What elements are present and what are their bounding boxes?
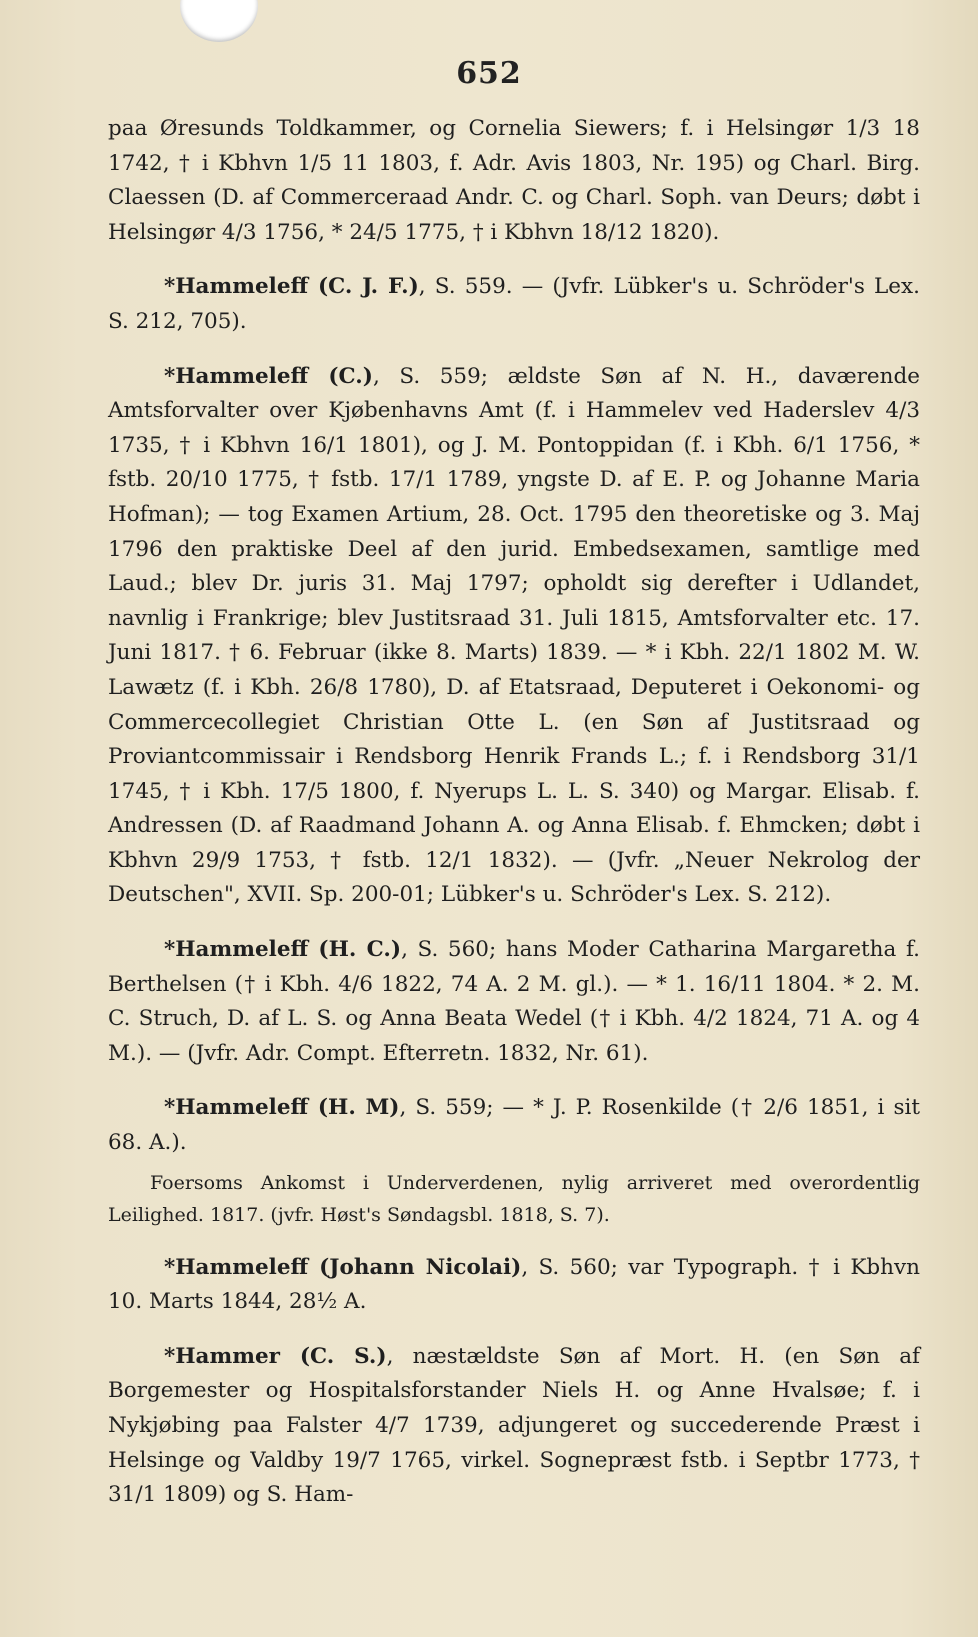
entry-headword: *Hammeleff (C. J. F.) [164, 274, 419, 300]
entry-gap [108, 1231, 920, 1251]
entry-hammeleff-hc [108, 933, 920, 1071]
entry-headword: *Hammer (C. S.) [164, 1343, 387, 1369]
entry-hammeleff-c [108, 360, 920, 914]
entry-text: , S. 559; ældste Søn af N. H., daværende Amtsforvalter over Kjøbenhavns Amt (f. i Hammelev ved Haderslev 4/3 1735, † i Kbhvn 16/1 1801), og J. M. Pontoppidan (f. i Kbh. 6/1 1756, * fstb. 20/10 1775, † fstb. 17/1 1789, yngste D. af E. P. og Johanne Maria Hofman); — tog Examen Artium, 28. Oct. 1795 den theoretiske og 3. Maj 1796 den praktiske Deel af den jurid. Embedsexamen, samtlige med Laud.; blev Dr. juris 31. Maj 1797; opholdt sig derefter i Udlandet, navnlig i Frankrige; blev Justitsraad 31. Juli 1815, Amtsforvalter etc. 17. Juni 1817. † 6. Februar (ikke 8. Marts) 1839. — * i Kbh. 22/1 1802 M. W. Lawætz (f. i Kbh. 26/8 1780), D. af Etatsraad, Deputeret i Oekonomi- og Commercecollegiet Christian Otte L. (en Søn af Justitsraad og Proviantcommissair i Rendsborg Henrik Frands L.; f. i Rendsborg 31/1 1745, † i Kbh. 17/5 1800, f. Nyerups L. L. S. 340) og Margar. Elisab. f. Andressen (D. af Raadmand Johann A. og Anna Elisab. f. Ehmcken; døbt i Kbhvn 29/9 1753, † fstb. 12/1 1832). — (Jvfr. „Neuer Nekrolog der Deutschen", XVII. Sp. 200-01; Lübker's u. Schröder's Lex. S. 212). [108, 363, 920, 908]
entry-text: paa Øresunds Toldkammer, og Cornelia Siewers; f. i Helsingør 1/3 18 1742, † i Kbhvn 1/5 11 1803, f. Adr. Avis 1803, Nr. 195) og Charl. Birg. Claessen (D. af Commerceraad Andr. C. og Charl. Soph. van Deurs; døbt i Helsingør 4/3 1756, * 24/5 1775, † i Kbhvn 18/12 1820). [108, 116, 920, 245]
entry-text: , S. 560; hans Moder Catharina Margaretha f. Berthelsen († i Kbh. 4/6 1822, 74 A. 2 M. gl.). — * 1. 16/11 1804. * 2. M. C. Struch, D. af L. S. og Anna Beata Wedel († i Kbh. 4/2 1824, 71 A. og 4 M.). — (Jvfr. Adr. Compt. Efterretn. 1832, Nr. 61). [108, 937, 920, 1066]
entry-continuation [108, 112, 920, 250]
entry-hammeleff-cjf [108, 270, 920, 339]
entry-hammeleff-johann-nicolai [108, 1251, 920, 1320]
entry-headword: *Hammeleff (Johann Nicolai) [164, 1254, 522, 1280]
text-column [108, 112, 920, 1513]
page-number: 652 [456, 56, 522, 91]
entry-note: Foersoms Ankomst i Underverdenen, nylig arriveret med overordentlig Leilighed. 1817. (jvfr. Høst's Søndagsbl. 1818, S. 7). [108, 1171, 920, 1226]
entry-headword: *Hammeleff (H. M) [164, 1095, 400, 1121]
entry-gap [108, 913, 920, 933]
entry-text: , S. 559; — * J. P. Rosenkilde († 2/6 1851, i sit 68. A.). [108, 1095, 921, 1156]
entry-hammeleff-hm [108, 1091, 920, 1160]
entry-headword: *Hammeleff (C.) [164, 363, 373, 389]
entry-headword: *Hammeleff (H. C.) [164, 937, 402, 963]
entry-gap [108, 1071, 920, 1091]
entry-gap [108, 250, 920, 270]
entry-hammer-cs [108, 1340, 920, 1513]
entry-text: , S. 559. — (Jvfr. Lübker's u. Schröder's Lex. S. 212, 705). [108, 274, 920, 334]
binding-hole [180, 0, 258, 42]
entry-gap [108, 340, 920, 360]
entry-gap [108, 1320, 920, 1340]
entry-text: , S. 560; var Typograph. † i Kbhvn 10. Marts 1844, 28½ A. [108, 1254, 920, 1315]
entry-text: , næstældste Søn af Mort. H. (en Søn af Borgemester og Hospitalsforstander Niels H. og Anne Hvalsøe; f. i Nykjøbing paa Falster 4/7 1739, adjungeret og succederende Præst i Helsinge og Valdby 19/7 1765, virkel. Sognepræst fstb. i Septbr 1773, † 31/1 1809) og S. Ham- [108, 1343, 921, 1508]
